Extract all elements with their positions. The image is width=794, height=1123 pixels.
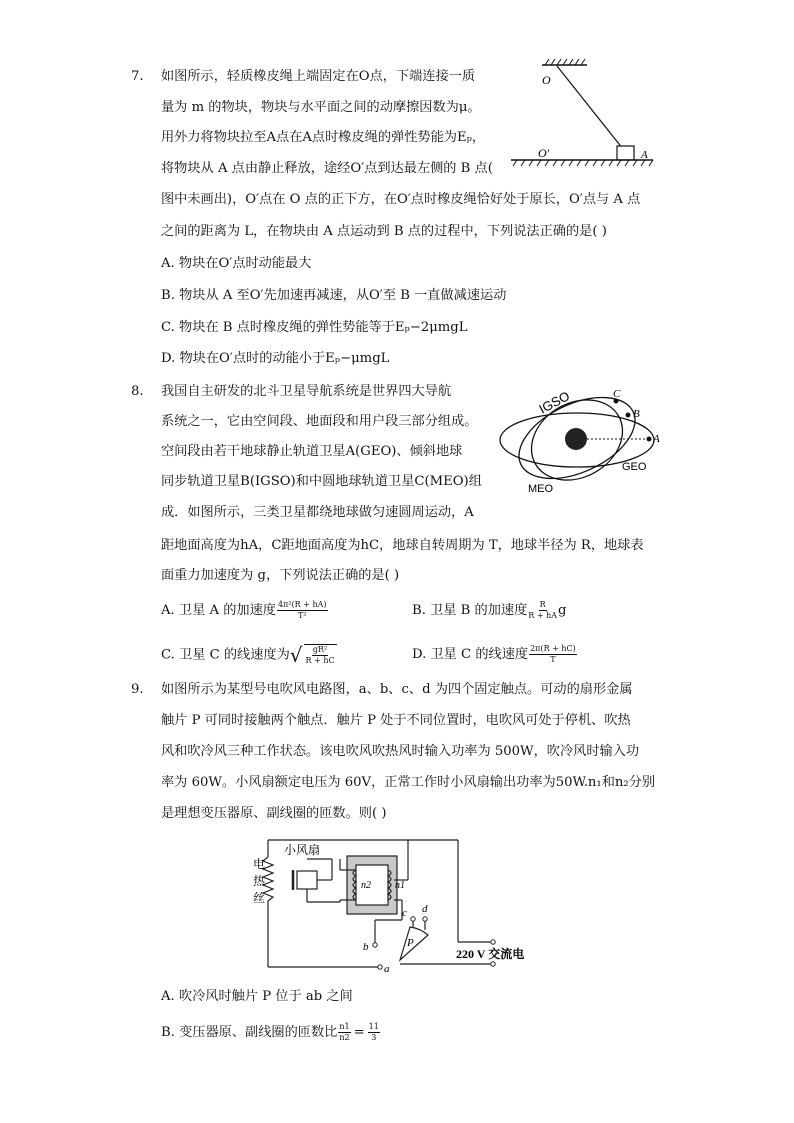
option-label: C. 卫星 C 的线速度为 — [161, 647, 290, 663]
question-text-line: 是理想变压器原、副线圈的匝数。则( ) — [161, 806, 387, 821]
question-text-line: 图中未画出)，O′点在 O 点的正下方，在O′点时橡皮绳恰好处于原长，O′点与 A 点 — [161, 192, 641, 207]
label-o: O — [542, 73, 551, 87]
option-d[interactable]: D. 物块在O′点时的动能小于Eₚ−μmgL — [161, 351, 390, 366]
option-a[interactable]: A. 物块在O′点时动能最大 — [161, 256, 312, 271]
denominator: T — [550, 655, 556, 664]
option-c[interactable] — [161, 644, 338, 666]
option-label: B. 变压器原、副线圈的匝数比 — [161, 1025, 338, 1040]
label-b: b — [363, 941, 369, 953]
label-c: c — [402, 907, 407, 919]
fraction — [304, 644, 337, 666]
question-text-line: 成．如图所示，三类卫星都绕地球做匀速圆周运动，A — [161, 505, 474, 520]
label-b: B — [633, 408, 640, 420]
label-meo: MEO — [528, 483, 554, 495]
option-label: D. 卫星 C 的线速度 — [412, 647, 529, 662]
question-text-line: 系统之一，它由空间段、地面段和用户段三部分组成。 — [161, 414, 478, 429]
equals-sign: = — [353, 1025, 365, 1040]
fraction — [529, 644, 577, 665]
square-root — [290, 644, 338, 666]
label-a: A — [641, 149, 648, 161]
option-c[interactable]: C. 物块在 B 点时橡皮绳的弹性势能等于Eₚ−2μmgL — [161, 320, 468, 335]
question-text-line: 同步轨道卫星B(IGSO)和中圆地球轨道卫星C(MEO)组 — [161, 474, 482, 489]
label-heater: 电 — [253, 857, 266, 871]
option-label: B. 卫星 B 的加速度 — [412, 603, 528, 618]
question-text-line: 量为 m 的物块，物块与水平面之间的动摩擦因数为μ。 — [161, 100, 481, 115]
denominator: 3 — [371, 1033, 377, 1042]
numerator: n1 — [339, 1022, 350, 1031]
option-label: A. 卫星 A 的加速度 — [161, 603, 276, 618]
label-source: 220 V 交流电 — [456, 947, 525, 961]
numerator: 4π²(R + hA) — [277, 600, 327, 609]
fraction — [338, 1022, 350, 1043]
numerator: R — [539, 600, 546, 609]
label-o-prime: O′ — [538, 146, 550, 160]
label-c: C — [613, 388, 621, 400]
question-text-line: 率为 60W。小风扇额定电压为 60V，正常工作时小风扇输出功率为50W.n₁和n₂分别 — [161, 775, 656, 790]
fraction — [277, 600, 328, 621]
question-number: 9. — [131, 682, 144, 697]
question-text-line: 用外力将物块拉至A点在A点时橡皮绳的弹性势能为Eₚ， — [161, 130, 486, 145]
denominator: R + hC — [305, 656, 335, 665]
denominator: T² — [297, 611, 307, 620]
option-a[interactable] — [161, 600, 329, 621]
question-text-line: 如图所示，轻质橡皮绳上端固定在O点，下端连接一质 — [161, 69, 476, 84]
satellite-orbit-figure — [496, 380, 671, 500]
question-text-line: 面重力加速度为 g，下列说法正确的是( ) — [161, 568, 400, 583]
denominator: R + hA — [528, 611, 558, 620]
label-n2: n2 — [361, 880, 371, 891]
fraction — [528, 600, 557, 621]
option-suffix: g — [558, 603, 567, 618]
label-a: a — [384, 963, 390, 975]
label-igso: IGSO — [536, 388, 573, 417]
numerator: 11 — [368, 1022, 379, 1031]
label-p: P — [407, 937, 414, 949]
question-text-line: 触片 P 可同时接触两个触点．触片 P 处于不同位置时，电吹风可处于停机、吹热 — [161, 713, 631, 728]
option-b[interactable] — [412, 600, 566, 621]
numerator: gR² — [312, 645, 328, 654]
label-heater: 热 — [253, 874, 266, 888]
numerator: 2π(R + hC) — [530, 644, 576, 653]
question-text-line: 如图所示为某型号电吹风电路图，a、b、c、d 为四个固定触点。可动的扇形金属 — [161, 682, 633, 697]
label-geo: GEO — [622, 461, 647, 473]
label-d: d — [422, 903, 428, 915]
question-text-line: 空间段由若干地球静止轨道卫星A(GEO)、倾斜地球 — [161, 444, 463, 459]
question-text-line: 距地面高度为hA，C距地面高度为hC，地球自转周期为 T，地球半径为 R，地球表 — [161, 538, 644, 553]
option-b[interactable] — [161, 1022, 381, 1043]
rubber-band-figure — [505, 58, 665, 173]
question-text-line: 之间的距离为 L，在物块由 A 点运动到 B 点的过程中，下列说法正确的是( ) — [161, 224, 607, 239]
label-heater: 丝 — [253, 891, 266, 905]
question-text-line: 风和吹冷风三种工作状态。该电吹风吹热风时输入功率为 500W，吹冷风时输入功 — [161, 744, 640, 759]
option-d[interactable] — [412, 644, 578, 665]
question-number: 8. — [131, 384, 144, 399]
fraction — [368, 1022, 380, 1043]
question-text-line: 将物块从 A 点由静止释放，途经O′点到达最左侧的 B 点( — [161, 161, 493, 176]
label-n1: n1 — [395, 880, 405, 891]
radical-sign-icon: √ — [289, 643, 303, 667]
question-number: 7. — [131, 69, 144, 84]
option-b[interactable]: B. 物块从 A 至O′先加速再减速，从O′至 B 一直做减速运动 — [161, 288, 507, 303]
question-text-line: 我国自主研发的北斗卫星导航系统是世界四大导航 — [161, 384, 452, 399]
denominator: n2 — [339, 1033, 350, 1042]
option-a[interactable]: A. 吹冷风时触片 P 位于 ab 之间 — [161, 989, 353, 1004]
label-fan: 小风扇 — [284, 843, 321, 857]
label-a: A — [653, 433, 660, 445]
hair-dryer-circuit-figure — [250, 832, 550, 977]
